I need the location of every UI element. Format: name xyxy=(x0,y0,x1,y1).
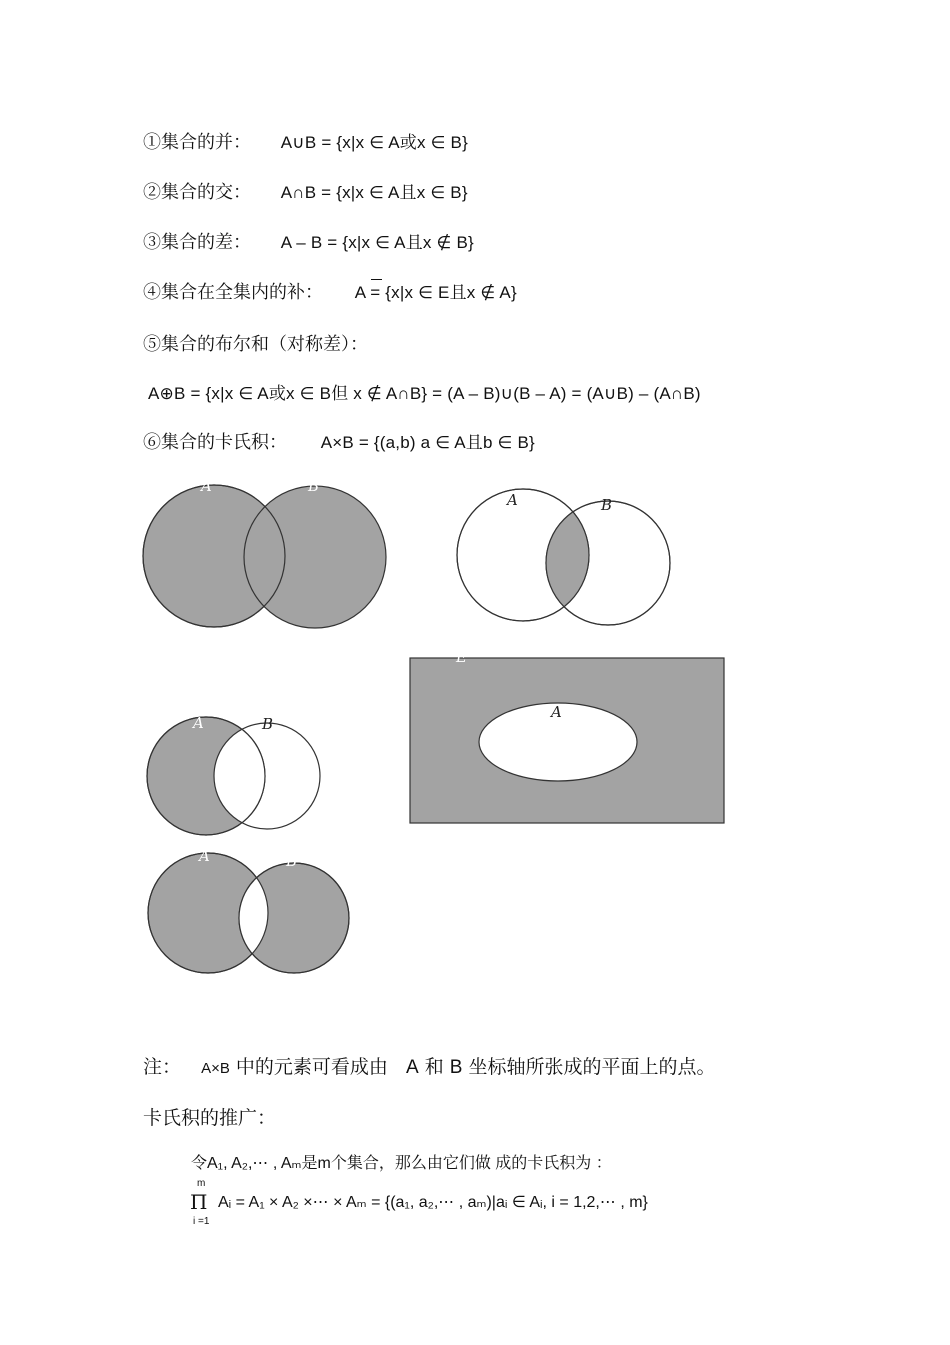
formula-label: ③集合的差： xyxy=(143,232,251,253)
formula-expr: A = {x|x ∈ E且x ∉ A} xyxy=(354,283,517,302)
formula-expr: A∩B = {x|x ∈ A且x ∈ B} xyxy=(280,183,468,202)
product-upper: m xyxy=(197,1178,206,1189)
note-a: A xyxy=(405,1057,419,1078)
label-a: A xyxy=(199,847,210,865)
product-symbol: Π xyxy=(190,1190,208,1214)
label-a: A xyxy=(201,477,212,495)
generalization-heading: 卡氏积的推广： xyxy=(143,1107,277,1129)
label-b: B xyxy=(262,715,274,733)
label-b: B xyxy=(308,477,320,495)
venn-symmetric xyxy=(148,847,349,973)
note-line xyxy=(143,1052,716,1079)
note-text: 中的元素可看成由 xyxy=(235,1056,388,1078)
note-b: B xyxy=(449,1057,463,1078)
venn-intersection xyxy=(457,489,670,625)
formula-label: ①集合的并： xyxy=(143,132,251,153)
formula-label: ⑤集合的布尔和（对称差）： xyxy=(143,334,368,355)
venn-union xyxy=(143,477,386,628)
generalization-line2: Aᵢ = A₁ × A₂ ×⋯ × Aₘ = {(a₁, a₂,⋯ , aₘ)|aᵢ ∈ Aᵢ, i = 1,2,⋯ , m} xyxy=(218,1194,648,1211)
formula-label: ⑥集合的卡氏积： xyxy=(143,432,287,453)
formula-expr: A⊕B = {x|x ∈ A或x ∈ B但 x ∉ A∩B} = (A – B)∪(B – A) = (A∪B) – (A∩B) xyxy=(148,384,701,403)
label-a: A xyxy=(193,714,204,732)
product-symbol-block xyxy=(190,1178,214,1228)
label-e: E xyxy=(456,648,467,666)
note-rest: 坐标轴所张成的平面上的点。 xyxy=(468,1056,716,1078)
formula-expr: A×B = {(a,b) a ∈ A且b ∈ B} xyxy=(320,433,535,452)
formula-label: ②集合的交： xyxy=(143,182,251,203)
formula-label: ④集合在全集内的补： xyxy=(143,282,323,303)
note-prefix: 注： xyxy=(143,1056,182,1078)
formula-expr: A – B = {x|x ∈ A且x ∉ B} xyxy=(280,233,474,252)
venn-complement xyxy=(410,648,724,823)
note-and: 和 xyxy=(424,1056,444,1078)
generalization-line1: 令A₁, A₂,⋯ , Aₘ是m个集合，那么由它们做 成的卡氏积为 ： xyxy=(191,1155,612,1172)
label-b: B xyxy=(286,852,298,870)
label-a: A xyxy=(507,491,518,509)
note-expr: A×B xyxy=(201,1060,230,1077)
venn-difference xyxy=(147,714,320,835)
label-b: B xyxy=(601,496,613,514)
formula-expr: A∪B = {x|x ∈ A或x ∈ B} xyxy=(280,133,468,152)
product-lower: i =1 xyxy=(193,1216,210,1227)
label-a: A xyxy=(551,703,562,721)
